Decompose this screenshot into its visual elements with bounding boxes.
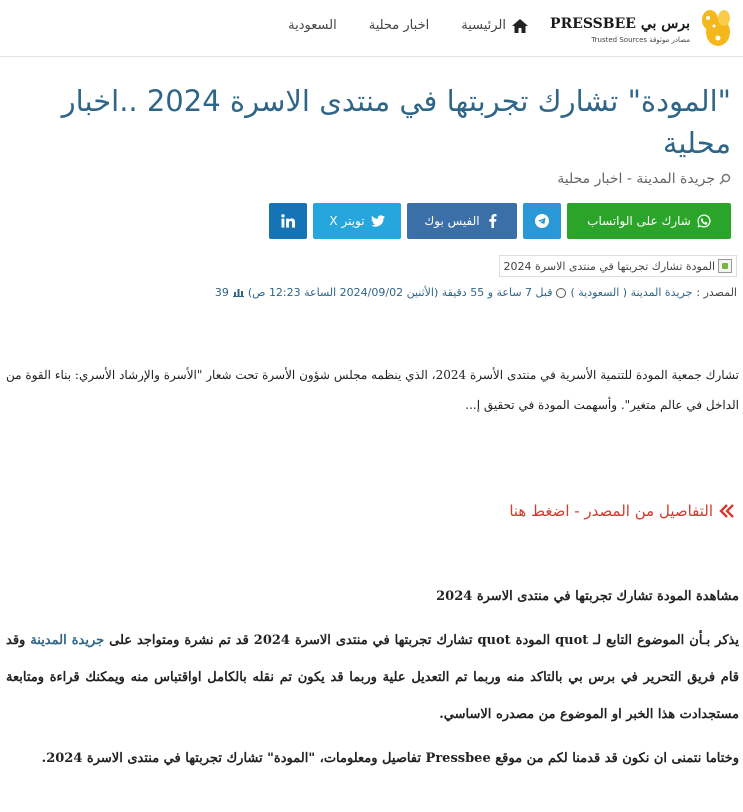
telegram-icon [535, 214, 549, 228]
article-paragraph-1 [6, 622, 739, 733]
share-twitter-button[interactable] [313, 203, 401, 239]
twitter-icon [371, 214, 385, 228]
facebook-icon [486, 214, 500, 228]
source-line[interactable] [557, 171, 731, 187]
meta-views: 39 [214, 286, 229, 299]
bar-chart-icon [233, 288, 244, 297]
meta-time: قبل 7 ساعة و 55 دقيقة (الأثنين 2024/09/02 الساعة 12:23 ص) [247, 286, 553, 299]
share-linkedin-button[interactable] [269, 203, 307, 239]
nav-local-news-label: اخبار محلية [368, 18, 430, 33]
share-facebook-button[interactable] [407, 203, 517, 239]
article-title: "المودة" تشارك تجربتها في منتدى الاسرة 2024 ..اخبار محلية [61, 84, 731, 160]
nav-saudi-label: السعودية [288, 18, 337, 33]
site-logo[interactable] [550, 6, 734, 50]
article-image-alt: المودة تشارك تجربتها في منتدى الاسرة 2024 [503, 259, 715, 273]
search-icon [719, 173, 731, 185]
home-icon [512, 19, 528, 33]
section-heading: مشاهدة المودة تشارك تجربتها في منتدى الاسرة 2024 [436, 589, 739, 604]
share-telegram-button[interactable] [523, 203, 561, 239]
paragraph-1-text-end: وقد قام فريق التحرير في برس بي بالتاكد منه وربما تم التعديل علية وربما قد يكون تم نقله بالكامل اواقتباس منه ويمكنك قراءة ومتابعة مستجدادت هذا الخبر او الموضوع من مصدره الاساسي. [6, 633, 739, 722]
article-image [499, 255, 737, 277]
bee-logo-icon [698, 6, 734, 50]
site-header [0, 0, 743, 57]
double-chevron-left-icon [719, 503, 735, 519]
source-line-text: جريدة المدينة - اخبار محلية [557, 171, 715, 187]
logo-wordmark: PRESSBEE برس بي [550, 16, 690, 32]
logo-tagline: Trusted Sources مصادر موثوقة [591, 36, 690, 44]
share-whatsapp-label: شارك على الواتساب [587, 214, 691, 228]
share-facebook-label: الفيس بوك [424, 214, 480, 228]
article-excerpt: تشارك جمعية المودة للتنمية الأسرية في منتدى الأسرة 2024، الذي ينظمه مجلس شؤون الأسرة تحت شعار "الأسرة والإرشاد الأسري: بناء القوة من الداخل في عالم متغير". وأسهمت المودة في تحقيق إ... [6, 368, 739, 412]
meta-source-label: المصدر : [696, 286, 737, 299]
paragraph-source-link[interactable]: جريدة المدينة [30, 633, 105, 648]
details-source-link-label: التفاصيل من المصدر - اضغط هنا [509, 502, 713, 520]
main-nav [288, 18, 528, 33]
linkedin-icon [281, 214, 295, 228]
article-paragraph-2: وختاما نتمنى ان نكون قد قدمنا لكم من موقع Pressbee تفاصيل ومعلومات، "المودة" تشارك تجربتها في منتدى الاسرة 2024. [41, 751, 739, 766]
share-bar [269, 203, 731, 239]
whatsapp-icon [697, 214, 711, 228]
details-source-link[interactable] [509, 502, 735, 520]
share-whatsapp-button[interactable] [567, 203, 731, 239]
nav-saudi[interactable] [288, 18, 337, 33]
clock-icon [556, 288, 566, 298]
broken-image-icon [718, 259, 732, 273]
nav-local-news[interactable] [369, 18, 430, 33]
article-meta [215, 286, 737, 299]
nav-home[interactable] [461, 18, 528, 33]
share-twitter-label: تويتر X [329, 214, 365, 228]
nav-home-label: الرئيسية [461, 18, 506, 33]
meta-source-link[interactable]: جريدة المدينة ( السعودية ) [570, 286, 693, 299]
paragraph-1-text-start: يذكر بـأن الموضوع التابع لـ quot المودة quot تشارك تجربتها في منتدى الاسرة 2024 قد تم نشرة ومتواجد على [104, 633, 739, 648]
